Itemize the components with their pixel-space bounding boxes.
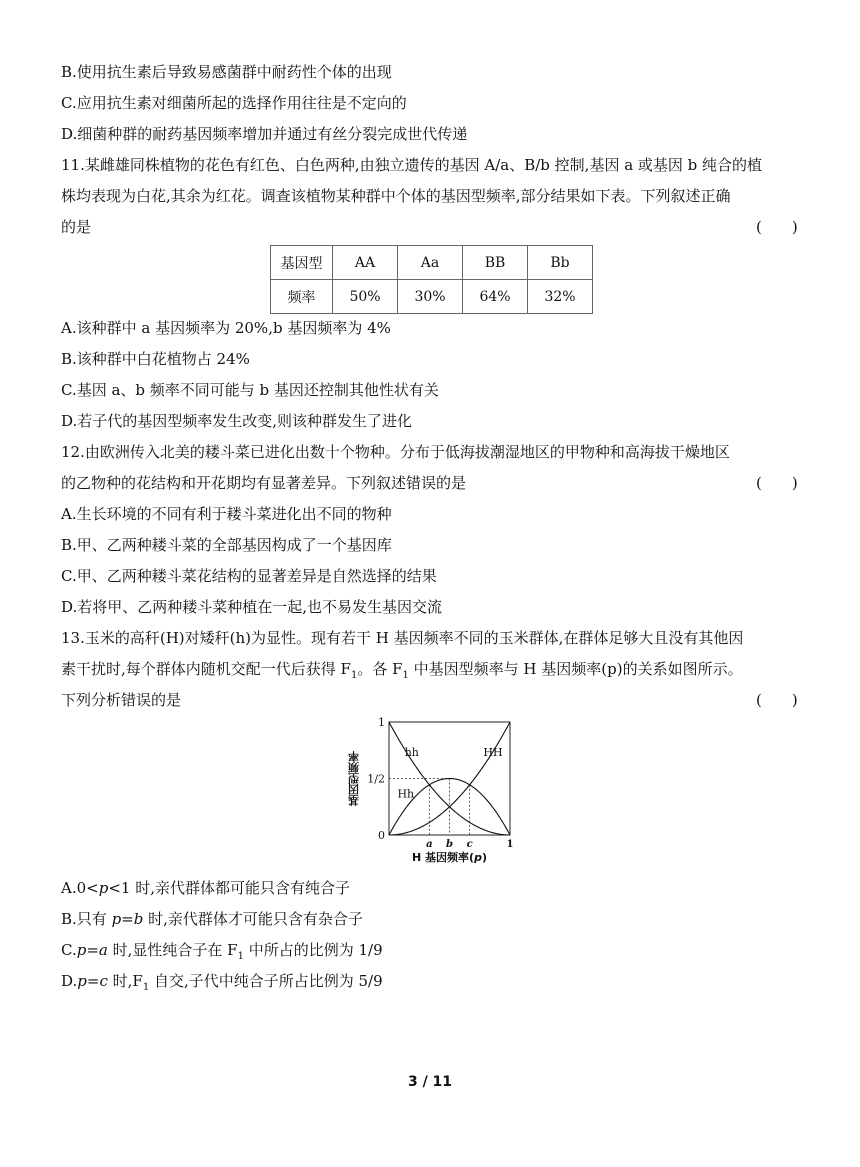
series-label-hh: hh <box>404 745 419 759</box>
q12-option-a: A.生长环境的不同有利于耧斗菜进化出不同的物种 <box>61 505 392 523</box>
q13-option-b-text: 时,亲代群体才可能只含有杂合子 <box>143 910 363 928</box>
q13-stem-line3: 下列分析错误的是 <box>61 691 182 709</box>
q12-option-c: C.甲、乙两种耧斗菜花结构的显著差异是自然选择的结果 <box>61 567 437 585</box>
q11-option-d: D.若子代的基因型频率发生改变,则该种群发生了进化 <box>61 412 413 430</box>
q11-option-a: A.该种群中 a 基因频率为 20%,b 基因频率为 4% <box>61 319 391 337</box>
q13-option-c-text: 时,显性纯合子在 F <box>107 941 238 959</box>
var-p: p <box>76 941 87 959</box>
x-axis-label-text: H 基因频率( <box>412 851 475 864</box>
var-p: p <box>111 910 122 928</box>
x-axis-label-var: p <box>474 851 482 864</box>
q13-option-d-text: 自交,子代中纯合子所占比例为 5/9 <box>149 972 383 990</box>
x-tick-label: b <box>446 839 453 850</box>
table-cell: 32% <box>528 280 593 314</box>
q13-option-a-text: <1 时,亲代群体都可能只含有纯合子 <box>108 879 350 897</box>
q12-option-b: B.甲、乙两种耧斗菜的全部基因构成了一个基因库 <box>61 536 392 554</box>
q13-stem-line1: 13.玉米的高秆(H)对矮秆(h)为显性。现有若干 H 基因频率不同的玉米群体,在群体足够大且没有其他因 <box>61 629 744 647</box>
subscript: 1 <box>402 670 409 681</box>
equals: = <box>86 941 99 959</box>
table-cell: 50% <box>333 280 398 314</box>
q13-option-c-text: C. <box>61 941 77 959</box>
q11-stem-line1: 11.某雌雄同株植物的花色有红色、白色两种,由独立遗传的基因 A/a、B/b 控制,基因 a 或基因 b 纯合的植 <box>61 156 763 174</box>
table-header-genotype: 基因型 <box>271 246 333 280</box>
table-cell: 30% <box>398 280 463 314</box>
var-p: p <box>98 879 109 897</box>
q12-stem-line1: 12.由欧洲传入北美的耧斗菜已进化出数十个物种。分布于低海拔潮湿地区的甲物种和高海拔干燥地区 <box>61 443 730 461</box>
series-label-Hh: Hh <box>397 787 415 801</box>
x-axis-label-paren: ) <box>481 851 487 864</box>
table-cell: Aa <box>398 246 463 280</box>
chart-curves <box>389 722 510 835</box>
q13-option-a <box>61 878 350 898</box>
y-tick-label: 1/2 <box>367 772 385 786</box>
table-cell: Bb <box>528 246 593 280</box>
subscript: 1 <box>350 670 358 681</box>
genotype-frequency-chart <box>338 712 520 872</box>
genotype-frequency-table <box>270 245 593 314</box>
table-row <box>271 246 593 280</box>
q13-option-b-text: B.只有 <box>61 910 112 928</box>
q13-option-d <box>61 971 383 998</box>
q12-option-d: D.若将甲、乙两种耧斗菜种植在一起,也不易发生基因交流 <box>61 598 443 616</box>
q13-option-a-text: A.0< <box>61 879 99 897</box>
table-header-frequency: 频率 <box>271 280 333 314</box>
q11-option-c: C.基因 a、b 频率不同可能与 b 基因还控制其他性状有关 <box>61 381 439 399</box>
q11-answer-paren: ( ) <box>756 218 798 236</box>
var-p: p <box>77 972 87 990</box>
q13-option-c <box>61 940 383 967</box>
y-axis-label: 基因型频率 <box>347 751 361 806</box>
q13-option-d-text: D. <box>61 972 78 990</box>
q12-stem-line2: 的乙物种的花结构和开花期均有显著差异。下列叙述错误的是 <box>61 474 467 492</box>
q13-option-d-text: 时,F <box>107 972 143 990</box>
q10-option-d: D.细菌种群的耐药基因频率增加并通过有丝分裂完成世代传递 <box>61 125 468 143</box>
equals: = <box>121 910 134 928</box>
series-label-HH: HH <box>483 745 503 759</box>
q11-stem-line3: 的是 <box>61 218 92 236</box>
var-c: c <box>99 972 108 990</box>
var-a: a <box>98 941 108 959</box>
q12-answer-paren: ( ) <box>756 474 798 492</box>
subscript: 1 <box>142 982 150 993</box>
page-number: 3 / 11 <box>407 1074 453 1090</box>
q13-option-c-text: 中所占的比例为 1/9 <box>243 941 383 959</box>
q13-stem-text: 中基因型频率与 H 基因频率(p)的关系如图所示。 <box>408 660 743 678</box>
x-tick-label: 1 <box>506 839 514 850</box>
q13-stem-text: 素干扰时,每个群体内随机交配一代后获得 F <box>61 660 351 678</box>
table-cell: BB <box>463 246 528 280</box>
q11-option-b: B.该种群中白花植物占 24% <box>61 350 250 368</box>
q13-answer-paren: ( ) <box>756 691 798 709</box>
var-b: b <box>133 910 144 928</box>
chart-labels <box>348 716 514 864</box>
x-axis-label <box>412 850 487 864</box>
equals: = <box>86 972 100 990</box>
q11-stem-line2: 株均表现为白花,其余为红花。调查该植物某种群中个体的基因型频率,部分结果如下表。下列叙述正确 <box>61 187 731 205</box>
x-tick-label: a <box>426 839 433 850</box>
q13-option-b <box>61 909 363 929</box>
x-tick-label: c <box>466 839 473 850</box>
q10-option-b: B.使用抗生素后导致易感菌群中耐药性个体的出现 <box>61 63 392 81</box>
subscript: 1 <box>237 951 244 962</box>
y-tick-label: 0 <box>378 829 385 842</box>
q13-stem-line2 <box>61 659 743 686</box>
table-row <box>271 280 593 314</box>
y-tick-label: 1 <box>378 716 385 729</box>
table-cell: 64% <box>463 280 528 314</box>
q10-option-c: C.应用抗生素对细菌所起的选择作用往往是不定向的 <box>61 94 407 112</box>
table-cell: AA <box>333 246 398 280</box>
q13-stem-text: 。各 F <box>357 660 403 678</box>
